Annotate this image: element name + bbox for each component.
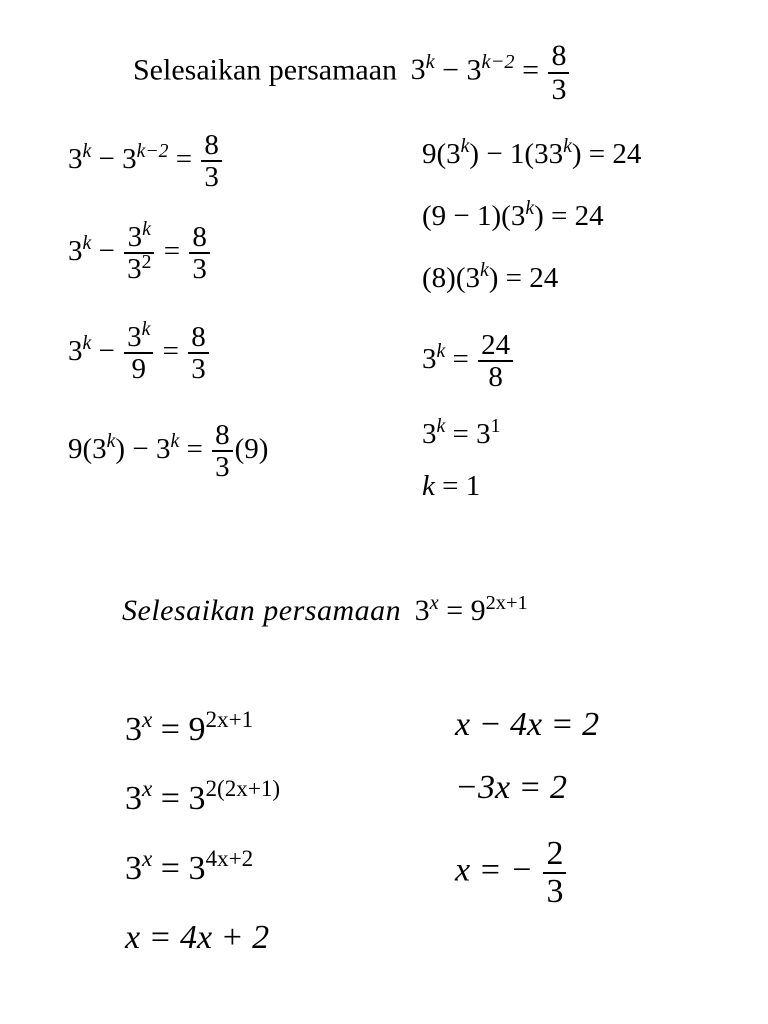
title-base: 3 (466, 53, 482, 87)
problem1-title-text: Selesaikan persamaan (133, 53, 398, 87)
fraction-numerator: 8 (188, 322, 209, 354)
fraction-denominator: 8 (488, 361, 503, 394)
fraction (212, 420, 233, 483)
fraction-denominator: 3 (191, 353, 206, 386)
exponent: 4x+2 (205, 846, 254, 873)
equals: = (446, 594, 464, 627)
fraction-denominator: 3 (215, 451, 230, 484)
exponent: 2x+1 (485, 591, 528, 614)
exponent: k (436, 340, 446, 363)
exponent: 1 (490, 415, 501, 438)
exponent: k (106, 430, 116, 453)
title-equals: = (522, 53, 539, 87)
equation-lhs: x = − (455, 851, 533, 889)
base: 3 (68, 143, 83, 176)
base: 3 (127, 253, 142, 286)
equation: x − 4x = 2 (455, 706, 600, 743)
fraction (478, 330, 513, 393)
title-exp-k-minus-2: k−2 (481, 51, 515, 74)
fraction-denominator: 3 (192, 253, 207, 286)
fraction (188, 322, 209, 385)
base: 3 (127, 221, 143, 253)
title-exp-k: k (425, 51, 435, 74)
rhs: ) = 24 (488, 262, 559, 294)
fraction-denominator: 3 (204, 161, 219, 194)
base: 3 (125, 711, 142, 748)
p2-left-line1 (125, 707, 254, 748)
minus: − (98, 143, 115, 176)
base: 3 (68, 235, 83, 268)
exponent: 2 (141, 250, 152, 273)
p2-right-line1 (455, 708, 599, 742)
p1-right-line1: $9(3^k) - 1(33^k) = 24$ (422, 135, 642, 170)
expression: (9 − 1)(3 (422, 200, 526, 232)
equals: = (162, 335, 179, 368)
base: 3 (122, 143, 137, 176)
fraction (124, 218, 154, 286)
exponent: k (170, 430, 180, 453)
expression: ) − 1(3 (469, 138, 549, 170)
exponent: k−2 (136, 140, 169, 163)
exponent: x (142, 846, 153, 873)
exponent: x (142, 776, 153, 803)
base: 3 (476, 418, 491, 450)
fraction-numerator: 8 (201, 130, 222, 162)
equals: = (186, 433, 203, 466)
fraction-numerator: 8 (548, 40, 569, 74)
equals: = (163, 235, 181, 268)
p1-right-line6 (422, 472, 480, 501)
p2-right-line2 (455, 771, 567, 805)
rhs: ) = 24 (534, 200, 604, 232)
p1-left-line3 (68, 318, 211, 386)
fraction-denominator: 9 (131, 353, 146, 386)
base: 3 (414, 594, 430, 627)
base: 3 (422, 343, 437, 376)
title-fraction (548, 40, 569, 105)
minus: − (98, 235, 115, 268)
p2-left-line3 (125, 846, 254, 887)
fraction (124, 318, 153, 386)
exponent: k (82, 232, 92, 255)
coefficient: 9 (422, 138, 437, 170)
fraction-numerator: 24 (478, 330, 513, 362)
problem1-title (133, 40, 571, 105)
base: 3 (127, 321, 142, 353)
base: 3 (188, 780, 206, 817)
base: 3 (422, 418, 437, 450)
p2-left-line2 (125, 776, 281, 817)
variable: k (422, 470, 435, 502)
base: 9 (470, 594, 486, 627)
base: 3 (188, 850, 206, 887)
minus: − (132, 433, 149, 466)
fraction-denominator: 3 (551, 72, 567, 106)
p2-right-line3 (455, 836, 568, 909)
rhs: ) = 24 (571, 138, 642, 170)
p1-left-line4: $9(3^k) - 3^k$ = $\frac{8}{3}$ (9) (68, 419, 269, 484)
p1-right-line4 (422, 330, 515, 393)
exponent: k (141, 318, 151, 341)
exponent: k (82, 140, 92, 163)
base: 3 (92, 433, 107, 466)
exponent: k (479, 259, 489, 282)
p1-right-line3 (422, 259, 559, 294)
coefficient: 9 (68, 433, 83, 466)
expression: (8)(3 (422, 262, 480, 294)
exponent: k (525, 197, 535, 220)
p1-left-line2 (68, 218, 212, 286)
equals: = (160, 711, 180, 748)
fraction-denominator (124, 250, 154, 286)
p1-right-line5 (422, 415, 501, 450)
exponent: 2x+1 (205, 707, 254, 734)
exponent: k (460, 135, 470, 158)
equals: = (452, 343, 469, 376)
base: 3 (446, 138, 461, 170)
exponent: x (142, 707, 153, 734)
equation: −3x = 2 (455, 769, 567, 806)
p2-left-line4 (125, 921, 269, 955)
fraction-denominator: 3 (546, 872, 564, 910)
fraction-numerator (124, 318, 153, 354)
fraction (201, 130, 222, 193)
base: 9 (188, 711, 206, 748)
p1-right-line2 (422, 197, 604, 232)
base: 3 (125, 850, 142, 887)
equals: = (160, 850, 180, 887)
equals: = (175, 143, 193, 176)
exponent: k (563, 135, 572, 158)
exponent: k (82, 332, 92, 355)
problem2-title (122, 591, 528, 627)
exponent: 2(2x+1) (205, 776, 281, 803)
minus: − (98, 335, 115, 368)
exponent: k (142, 218, 151, 241)
multiplier: (9) (234, 433, 269, 466)
equation: x = 4x + 2 (125, 919, 270, 956)
fraction-numerator: 8 (212, 420, 233, 452)
base: 3 (125, 780, 142, 817)
fraction (189, 222, 210, 285)
exponent: k (436, 415, 446, 438)
fraction-numerator (124, 218, 154, 254)
title-base: 3 (410, 53, 426, 87)
fraction-numerator: 2 (543, 836, 566, 874)
fraction-numerator: 8 (189, 222, 210, 254)
p1-left-line1 (68, 130, 224, 193)
fraction (543, 836, 566, 909)
base: 3 (68, 335, 83, 368)
equals: = (452, 418, 469, 450)
base: 3 (548, 138, 564, 170)
rhs: = 1 (442, 470, 481, 502)
title-minus: − (442, 53, 460, 87)
base: 3 (155, 433, 171, 466)
equals: = (160, 780, 180, 817)
exponent: x (429, 591, 439, 614)
problem2-title-text: Selesaikan persamaan (122, 594, 402, 627)
